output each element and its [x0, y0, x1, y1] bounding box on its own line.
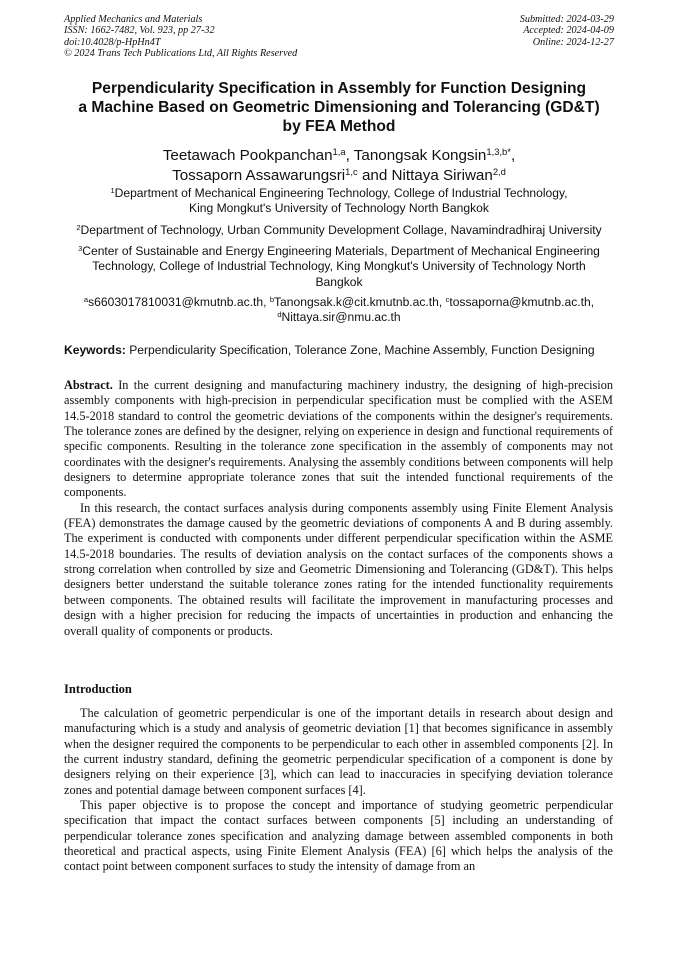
author-list	[40, 146, 638, 185]
abstract-text: In the current designing and manufacturing machinery industry, the designing of high-precision assembly components with high-precision in perpendicular specification must be complied with the ASEM 14.5-2018 standard to control the geometric deviations of the components within the designer's requirements. The tolerance zones are defined by the designer, relying on experience in design and functional requirements of specific components. Resulting in the tolerance zone specification in the assembly of components may not coordinates with the designer's requirements. Analysing the assembly conditions between components will help designers to determine appropriate tolerance zones that suit the intended functional requirements of the components.	[64, 378, 613, 500]
paper-title	[50, 79, 628, 136]
affiliation-sup: 2	[76, 222, 81, 232]
author-name: Teetawach Pookpanchan	[162, 147, 333, 164]
intro-paragraph: This paper objective is to propose the concept and importance of studying geometric perpendicular specification that impact the contact surfaces between components [5] including an understanding of perpendicular tolerance zones specification and analyzing damage between assembled components in both theoretical and practical aspects, using Finite Element Analysis (FEA) [6] which helps the analysis of the contact point between component surfaces to study the intensity of damage from an	[64, 798, 613, 874]
keywords	[64, 343, 595, 357]
author-name: Tanongsak Kongsin	[353, 147, 487, 164]
author-emails	[50, 295, 628, 326]
author-line	[40, 166, 638, 186]
affiliation-1	[50, 186, 628, 217]
email-sup: d	[277, 310, 282, 320]
email-link[interactable]: s6603017810031@kmutnb.ac.th,	[88, 295, 270, 309]
author-affil-sup: 2,d	[492, 165, 506, 177]
email-link[interactable]: tossaporna@kmutnb.ac.th,	[449, 295, 595, 309]
abstract	[64, 378, 613, 639]
online-date: Online: 2024-12-27	[532, 36, 614, 48]
title-line: Perpendicularity Specification in Assembly for Function Designing	[91, 80, 587, 97]
journal-issn: ISSN: 1662-7482, Vol. 923, pp 27-32	[64, 25, 215, 37]
author-affil-sup: 1,3,b*	[486, 145, 511, 157]
author-name: Nittaya Siriwan	[391, 166, 493, 184]
affiliation-line: Technology, College of Industrial Technology, King Mongkut's University of Technology North	[92, 259, 586, 274]
keywords-label: Keywords:	[64, 343, 126, 357]
submitted-date: Submitted: 2024-03-29	[519, 14, 614, 25]
email-line	[50, 295, 628, 310]
affiliation-sup: 1	[110, 185, 115, 195]
accepted-date: Accepted: 2024-04-09	[523, 25, 614, 37]
affiliation-text: Department of Mechanical Engineering Technology, College of Industrial Technology,	[114, 186, 568, 200]
author-separator: ,	[510, 147, 516, 164]
author-line	[40, 146, 638, 166]
author-separator: ,	[345, 147, 354, 164]
author-separator: and	[357, 166, 392, 184]
journal-info	[64, 14, 297, 59]
author-affil-sup: 1,a	[332, 145, 346, 157]
email-sup: b	[269, 294, 274, 304]
author-name: Tossaporn Assawarungsri	[172, 166, 346, 184]
affiliation-text: Center of Sustainable and Energy Engineering Materials, Department of Mechanical Engineering	[82, 244, 600, 258]
affiliation-line	[50, 244, 628, 259]
abstract-paragraph	[64, 378, 613, 501]
abstract-label: Abstract.	[64, 378, 113, 392]
title-line: by FEA Method	[282, 118, 396, 135]
journal-copyright: © 2024 Trans Tech Publications Ltd, All Rights Reserved	[64, 47, 298, 59]
affiliation-line: Bangkok	[315, 274, 363, 289]
keywords-text: Perpendicularity Specification, Tolerance Zone, Machine Assembly, Function Designing	[125, 343, 595, 357]
intro-paragraph: The calculation of geometric perpendicular is one of the important details in research about design and manufacturing which is a study and analysis of geometric deviation [1] that becomes significance in assembly when the designer required the components to be perpendicular to each other in assembled components [2]. In the current industry standard, defining the geometric perpendicular specification of a component is done by designers relying on their experience [3], which can lead to inaccuracies in specifying deviation tolerance zones and potential damage between component surfaces [4].	[64, 706, 613, 797]
email-link[interactable]: Nittaya.sir@nmu.ac.th	[281, 310, 401, 325]
affiliation-line: King Mongkut's University of Technology North Bangkok	[189, 201, 489, 216]
affiliation-line	[50, 223, 628, 238]
abstract-paragraph: In this research, the contact surfaces analysis during components assembly using Finite Element Analysis (FEA) demonstrates the damage caused by the geometric deviations of components A and B during assembly. The experiment is conducted with components under different perpendicular specification within the ASME 14.5-2018 boundaries. The results of deviation analysis on the contact surfaces of the components shows a strong correlation when controlled by size and Geometric Dimensioning and Tolerancing (GD&T). This helps designers better understand the suitable tolerance zones rating for the intended functionality requirements between components. The obtained results will facilitate the improvement in manufacturing processes and design with a higher precision for reducing the impacts of uncertainties in production and enhancing the overall quality of components or products.	[64, 500, 613, 638]
affiliation-sup: 3	[78, 243, 83, 253]
affiliation-2	[50, 223, 628, 238]
introduction-body	[64, 706, 613, 875]
journal-doi: doi:10.4028/p-HpHn4T	[64, 36, 161, 48]
email-sup: c	[445, 294, 450, 304]
email-link[interactable]: Tanongsak.k@cit.kmutnb.ac.th,	[274, 295, 446, 309]
title-line: a Machine Based on Geometric Dimensioning and Tolerancing (GD&T)	[78, 99, 600, 116]
email-line	[50, 310, 628, 325]
affiliation-3	[50, 244, 628, 290]
affiliation-line	[50, 186, 628, 201]
author-affil-sup: 1,c	[345, 165, 358, 177]
affiliation-text: Department of Technology, Urban Community Development Collage, Navamindradhiraj University	[80, 223, 602, 237]
email-sup: a	[83, 294, 89, 304]
submission-dates	[520, 14, 614, 48]
section-heading: Introduction	[64, 682, 132, 696]
journal-name: Applied Mechanics and Materials	[64, 14, 203, 25]
